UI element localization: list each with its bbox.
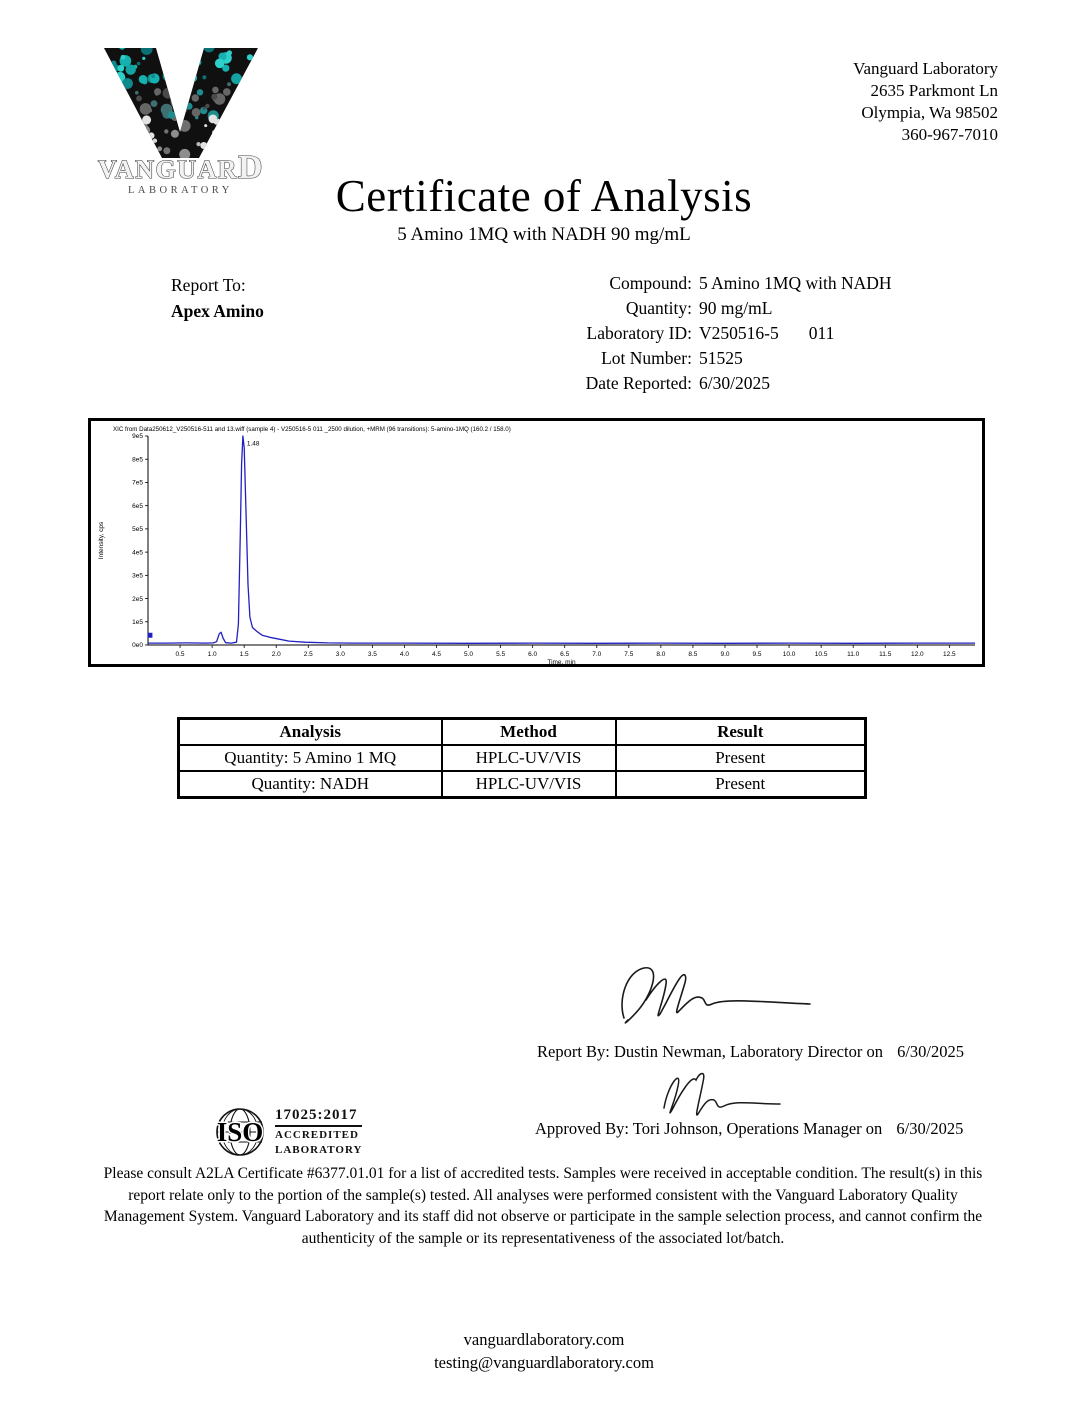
- info-value: 51525: [699, 348, 743, 368]
- report-by-date: 6/30/2025: [897, 1042, 965, 1061]
- cell-method: HPLC-UV/VIS: [442, 745, 616, 771]
- sample-info-block: [500, 271, 892, 396]
- svg-text:6e5: 6e5: [132, 502, 143, 510]
- svg-text:1.5: 1.5: [239, 651, 249, 658]
- svg-text:Intensity, cps: Intensity, cps: [98, 521, 105, 560]
- info-value: 6/30/2025: [699, 373, 770, 393]
- lab-address-line: 2635 Parkmont Ln: [870, 81, 998, 100]
- svg-text:7e5: 7e5: [132, 479, 143, 487]
- svg-text:12.0: 12.0: [910, 651, 924, 658]
- info-row-compound: [500, 271, 892, 296]
- header-result: Result: [616, 719, 866, 746]
- lab-address-line: Olympia, Wa 98502: [861, 103, 998, 122]
- report-by-signature-image: [610, 956, 835, 1036]
- svg-text:9e5: 9e5: [132, 433, 143, 441]
- svg-text:Time, min: Time, min: [547, 659, 576, 664]
- footer-website: vanguardlaboratory.com: [463, 1330, 625, 1349]
- report-by-text: Report By: Dustin Newman, Laboratory Director on: [537, 1042, 883, 1061]
- cell-result: Present: [616, 745, 866, 771]
- svg-text:10.0: 10.0: [782, 651, 796, 658]
- approved-by-line: [535, 1119, 963, 1139]
- logo-wordmark: VANGUARD: [98, 149, 265, 186]
- footer: [0, 1328, 1088, 1374]
- info-row-laboratory-id: [500, 321, 892, 346]
- report-to-block: [171, 272, 264, 324]
- svg-text:11.0: 11.0: [847, 651, 860, 658]
- chromatogram-frame: [88, 418, 985, 667]
- svg-text:10.5: 10.5: [814, 651, 828, 658]
- svg-text:5e5: 5e5: [132, 526, 143, 534]
- table-row: [179, 771, 866, 798]
- info-label: Lot Number:: [601, 348, 692, 368]
- report-to-label: Report To:: [171, 275, 246, 295]
- approved-by-date: 6/30/2025: [896, 1119, 964, 1138]
- logo-subtitle: LABORATORY: [128, 185, 233, 196]
- svg-text:8e5: 8e5: [132, 456, 143, 464]
- svg-text:3e5: 3e5: [132, 572, 143, 580]
- cell-analysis: Quantity: 5 Amino 1 MQ: [179, 745, 442, 771]
- info-row-quantity: [500, 296, 892, 321]
- info-value-extra: 011: [808, 323, 835, 343]
- info-label: Date Reported:: [585, 373, 692, 393]
- approved-by-text: Approved By: Tori Johnson, Operations Manager on: [535, 1119, 883, 1138]
- table-header-row: [179, 719, 866, 746]
- cell-analysis: Quantity: NADH: [179, 771, 442, 798]
- document-subtitle: 5 Amino 1MQ with NADH 90 mg/mL: [397, 224, 691, 245]
- header-method: Method: [442, 719, 616, 746]
- lab-address-line: 360-967-7010: [901, 125, 998, 144]
- info-label: Quantity:: [625, 298, 692, 318]
- iso-text: ISO: [216, 1117, 264, 1147]
- svg-text:5.0: 5.0: [464, 651, 474, 658]
- lab-address-line: Vanguard Laboratory: [853, 59, 998, 78]
- info-value: V250516-5: [699, 323, 779, 343]
- svg-text:XIC from Data250612_V250516-51: XIC from Data250612_V250516-511 and 13.wiff (sample 4) - V250516-5 011 _2500 dilution, +MRM (96 transitions): 5-amino-1MQ (160.2 / 158.0): [113, 426, 511, 433]
- info-label: Compound:: [609, 273, 692, 293]
- info-value: 90 mg/mL: [699, 298, 773, 318]
- svg-text:0.5: 0.5: [175, 651, 185, 658]
- svg-text:2.5: 2.5: [303, 651, 313, 658]
- svg-text:2.0: 2.0: [271, 651, 281, 658]
- svg-text:6.0: 6.0: [528, 651, 538, 658]
- info-row-lot-number: [500, 346, 892, 371]
- svg-text:1.48: 1.48: [246, 440, 260, 448]
- iso-accredited: ACCREDITED: [275, 1129, 359, 1141]
- header-analysis: Analysis: [179, 719, 442, 746]
- iso-standard: 17025:2017: [275, 1107, 362, 1127]
- svg-text:1e5: 1e5: [132, 618, 143, 626]
- svg-text:4e5: 4e5: [132, 549, 143, 557]
- svg-text:6.5: 6.5: [560, 651, 570, 658]
- iso-laboratory: LABORATORY: [275, 1144, 363, 1156]
- svg-text:7.5: 7.5: [624, 651, 634, 658]
- approved-by-signature-image: [648, 1064, 798, 1119]
- results-table: [177, 717, 867, 799]
- cell-method: HPLC-UV/VIS: [442, 771, 616, 798]
- table-row: [179, 745, 866, 771]
- svg-text:2e5: 2e5: [132, 595, 143, 603]
- disclaimer-text: Please consult A2LA Certificate #6377.01.01 for a list of accredited tests. Samples were received in acceptable condition. The result(s) in this report relate only to the portion of the sample(s) tested. All analyses were performed consistent with the Vanguard Laboratory Quality Management System. Vanguard Laboratory and its staff did not observe or participate in the sample selection process, and cannot confirm the authenticity of the sample or its representativeness of the associated lot/batch.: [103, 1165, 983, 1247]
- logo-v-mosaic: [96, 46, 271, 160]
- info-row-date-reported: [500, 371, 892, 396]
- svg-text:3.0: 3.0: [335, 651, 345, 658]
- svg-text:1.0: 1.0: [207, 651, 217, 658]
- svg-text:5.5: 5.5: [496, 651, 506, 658]
- svg-text:12.5: 12.5: [943, 651, 956, 658]
- info-value: 5 Amino 1MQ with NADH: [699, 273, 892, 293]
- iso-accreditation-badge: [213, 1106, 362, 1158]
- client-name: Apex Amino: [171, 301, 264, 321]
- lab-address: [853, 58, 998, 146]
- chromatogram-chart: [91, 421, 982, 664]
- cell-result: Present: [616, 771, 866, 798]
- svg-text:8.0: 8.0: [656, 651, 666, 658]
- svg-text:0e0: 0e0: [132, 642, 143, 650]
- document-title: Certificate of Analysis: [335, 171, 753, 221]
- footer-email: testing@vanguardlaboratory.com: [434, 1353, 654, 1372]
- report-by-line: [537, 1042, 964, 1062]
- svg-text:4.5: 4.5: [431, 651, 442, 658]
- info-label: Laboratory ID:: [586, 323, 692, 343]
- svg-text:4.0: 4.0: [399, 651, 409, 658]
- svg-text:9.5: 9.5: [752, 651, 762, 658]
- iso-text-block: [275, 1107, 362, 1157]
- iso-globe-icon: [213, 1106, 269, 1158]
- svg-text:3.5: 3.5: [367, 651, 377, 658]
- svg-text:8.5: 8.5: [688, 651, 698, 658]
- svg-text:7.0: 7.0: [592, 651, 602, 658]
- svg-text:9.0: 9.0: [720, 651, 730, 658]
- svg-text:11.5: 11.5: [879, 651, 892, 658]
